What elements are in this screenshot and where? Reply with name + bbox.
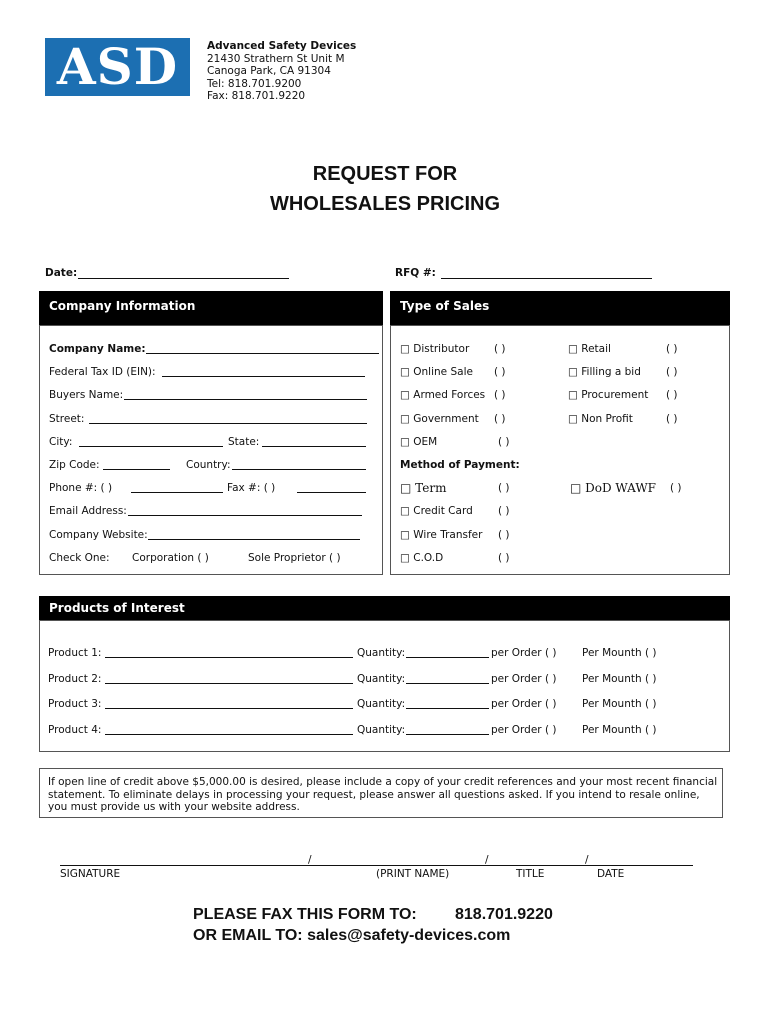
federal-tax-id-field[interactable] bbox=[162, 376, 365, 377]
form-title-line-2: WHOLESALES PRICING bbox=[269, 193, 500, 215]
date-sign-label: DATE bbox=[597, 868, 625, 880]
fax-instruction: PLEASE FAX THIS FORM TO: bbox=[193, 906, 417, 923]
product-4-quantity-field[interactable] bbox=[406, 734, 489, 735]
product-1-quantity-label: Quantity: bbox=[357, 647, 406, 659]
products-heading: Products of Interest bbox=[49, 601, 185, 615]
sales-retail[interactable]: □ Retail bbox=[568, 343, 611, 355]
city-field[interactable] bbox=[79, 446, 223, 447]
payment-wire-transfer-paren[interactable]: ( ) bbox=[498, 529, 510, 541]
sales-distributor-paren[interactable]: ( ) bbox=[494, 343, 506, 355]
product-1-quantity-field[interactable] bbox=[406, 657, 489, 658]
product-2-quantity-label: Quantity: bbox=[357, 673, 406, 685]
products-header bbox=[39, 596, 730, 620]
zip-field[interactable] bbox=[103, 469, 170, 470]
company-name: Advanced Safety Devices bbox=[207, 40, 357, 52]
corporation-option[interactable]: Corporation ( ) bbox=[132, 552, 209, 564]
product-4-per-order[interactable]: per Order ( ) bbox=[491, 724, 557, 736]
signature-line[interactable] bbox=[60, 865, 693, 866]
payment-term[interactable]: □ Term bbox=[400, 481, 447, 495]
company-tel: Tel: 818.701.9200 bbox=[207, 77, 302, 90]
product-3-label: Product 3: bbox=[48, 698, 102, 710]
product-4-quantity-label: Quantity: bbox=[357, 724, 406, 736]
sales-retail-paren[interactable]: ( ) bbox=[666, 343, 678, 355]
sales-filling-a-bid[interactable]: □ Filling a bid bbox=[568, 366, 641, 378]
product-1-label: Product 1: bbox=[48, 647, 102, 659]
product-2-label: Product 2: bbox=[48, 673, 102, 685]
buyers-name-field[interactable] bbox=[124, 399, 367, 400]
asd-logo bbox=[45, 38, 190, 96]
sales-government[interactable]: □ Government bbox=[400, 413, 479, 425]
company-fax: Fax: 818.701.9220 bbox=[207, 90, 306, 102]
buyers-name-label: Buyers Name: bbox=[49, 389, 124, 401]
company-name-field[interactable] bbox=[146, 353, 379, 354]
product-3-quantity-field[interactable] bbox=[406, 708, 489, 709]
check-one-label: Check One: bbox=[49, 552, 110, 564]
street-label: Street: bbox=[49, 413, 85, 425]
payment-dod-wawf-paren[interactable]: ( ) bbox=[670, 482, 682, 494]
product-1-per-order[interactable]: per Order ( ) bbox=[491, 647, 557, 659]
address-line-2: Canoga Park, CA 91304 bbox=[207, 65, 331, 77]
date-label: Date: bbox=[45, 267, 78, 279]
product-2-field[interactable] bbox=[105, 683, 353, 684]
company-info-header bbox=[39, 291, 383, 325]
sales-non-profit-paren[interactable]: ( ) bbox=[666, 413, 678, 425]
sales-armed-forces[interactable]: □ Armed Forces bbox=[400, 389, 486, 401]
print-name-label: (PRINT NAME) bbox=[376, 868, 450, 880]
title-label: TITLE bbox=[516, 868, 545, 880]
product-4-per-mounth[interactable]: Per Mounth ( ) bbox=[582, 724, 657, 736]
company-name-label: Company Name: bbox=[49, 343, 146, 355]
rfq-label: RFQ #: bbox=[395, 267, 436, 279]
fax-label: Fax #: ( ) bbox=[227, 482, 276, 494]
product-3-field[interactable] bbox=[105, 708, 353, 709]
company-address-block bbox=[207, 40, 356, 103]
state-field[interactable] bbox=[262, 446, 366, 447]
credit-note-text: If open line of credit above $5,000.00 is desired, please include a copy of your credit references and your most recent financial statement. To eliminate delays in processing your request, please answer all questions asked. If you intend to resale online, you must provide us with your website address. bbox=[48, 776, 718, 813]
fax-number: 818.701.9220 bbox=[455, 906, 553, 923]
street-field[interactable] bbox=[89, 423, 367, 424]
email-label: Email Address: bbox=[49, 505, 127, 517]
product-3-per-mounth[interactable]: Per Mounth ( ) bbox=[582, 698, 657, 710]
sales-distributor[interactable]: □ Distributor bbox=[400, 343, 470, 355]
phone-field[interactable] bbox=[131, 492, 223, 493]
payment-cod[interactable]: □ C.O.D bbox=[400, 552, 444, 564]
product-3-per-order[interactable]: per Order ( ) bbox=[491, 698, 557, 710]
payment-cod-paren[interactable]: ( ) bbox=[498, 552, 510, 564]
date-field[interactable] bbox=[78, 278, 289, 279]
sales-armed-forces-paren[interactable]: ( ) bbox=[494, 389, 506, 401]
product-2-per-order[interactable]: per Order ( ) bbox=[491, 673, 557, 685]
method-of-payment-heading: Method of Payment: bbox=[400, 459, 520, 471]
payment-credit-card[interactable]: □ Credit Card bbox=[400, 505, 473, 517]
website-field[interactable] bbox=[148, 539, 360, 540]
email-field[interactable] bbox=[128, 515, 362, 516]
payment-dod-wawf[interactable]: □ DoD WAWF bbox=[570, 481, 657, 495]
sales-oem[interactable]: □ OEM bbox=[400, 436, 438, 448]
payment-term-paren[interactable]: ( ) bbox=[498, 482, 510, 494]
country-label: Country: bbox=[186, 459, 231, 471]
sales-non-profit[interactable]: □ Non Profit bbox=[568, 413, 633, 425]
sales-online-sale-paren[interactable]: ( ) bbox=[494, 366, 506, 378]
product-2-quantity-field[interactable] bbox=[406, 683, 489, 684]
federal-tax-id-label: Federal Tax ID (EIN): bbox=[49, 366, 156, 378]
address-line-1: 21430 Strathern St Unit M bbox=[207, 52, 345, 65]
sales-online-sale[interactable]: □ Online Sale bbox=[400, 366, 473, 378]
payment-wire-transfer[interactable]: □ Wire Transfer bbox=[400, 529, 483, 541]
logo-text: ASD bbox=[56, 37, 179, 96]
sales-filling-a-bid-paren[interactable]: ( ) bbox=[666, 366, 678, 378]
sales-procurement[interactable]: □ Procurement bbox=[568, 389, 649, 401]
zip-label: Zip Code: bbox=[49, 459, 100, 471]
product-3-quantity-label: Quantity: bbox=[357, 698, 406, 710]
signature-slash-1: / bbox=[308, 854, 312, 866]
form-title-line-1: REQUEST FOR bbox=[312, 163, 458, 185]
sales-government-paren[interactable]: ( ) bbox=[494, 413, 506, 425]
website-label: Company Website: bbox=[49, 529, 148, 541]
state-label: State: bbox=[228, 436, 260, 448]
city-label: City: bbox=[49, 436, 73, 448]
type-of-sales-heading: Type of Sales bbox=[400, 299, 490, 313]
sole-proprietor-option[interactable]: Sole Proprietor ( ) bbox=[248, 552, 341, 564]
product-2-per-mounth[interactable]: Per Mounth ( ) bbox=[582, 673, 657, 685]
phone-label: Phone #: ( ) bbox=[49, 482, 113, 494]
sales-oem-paren[interactable]: ( ) bbox=[498, 436, 510, 448]
product-1-field[interactable] bbox=[105, 657, 353, 658]
signature-label: SIGNATURE bbox=[60, 868, 121, 880]
type-of-sales-header bbox=[390, 291, 730, 325]
product-1-per-mounth[interactable]: Per Mounth ( ) bbox=[582, 647, 657, 659]
sales-procurement-paren[interactable]: ( ) bbox=[666, 389, 678, 401]
country-field[interactable] bbox=[232, 469, 366, 470]
product-4-label: Product 4: bbox=[48, 724, 102, 736]
payment-credit-card-paren[interactable]: ( ) bbox=[498, 505, 510, 517]
product-4-field[interactable] bbox=[105, 734, 353, 735]
signature-slash-2: / bbox=[485, 854, 489, 866]
signature-slash-3: / bbox=[585, 854, 589, 866]
email-instruction: OR EMAIL TO: sales@safety-devices.com bbox=[193, 927, 511, 944]
company-info-heading: Company Information bbox=[49, 299, 196, 313]
rfq-field[interactable] bbox=[441, 278, 652, 279]
fax-field[interactable] bbox=[297, 492, 366, 493]
